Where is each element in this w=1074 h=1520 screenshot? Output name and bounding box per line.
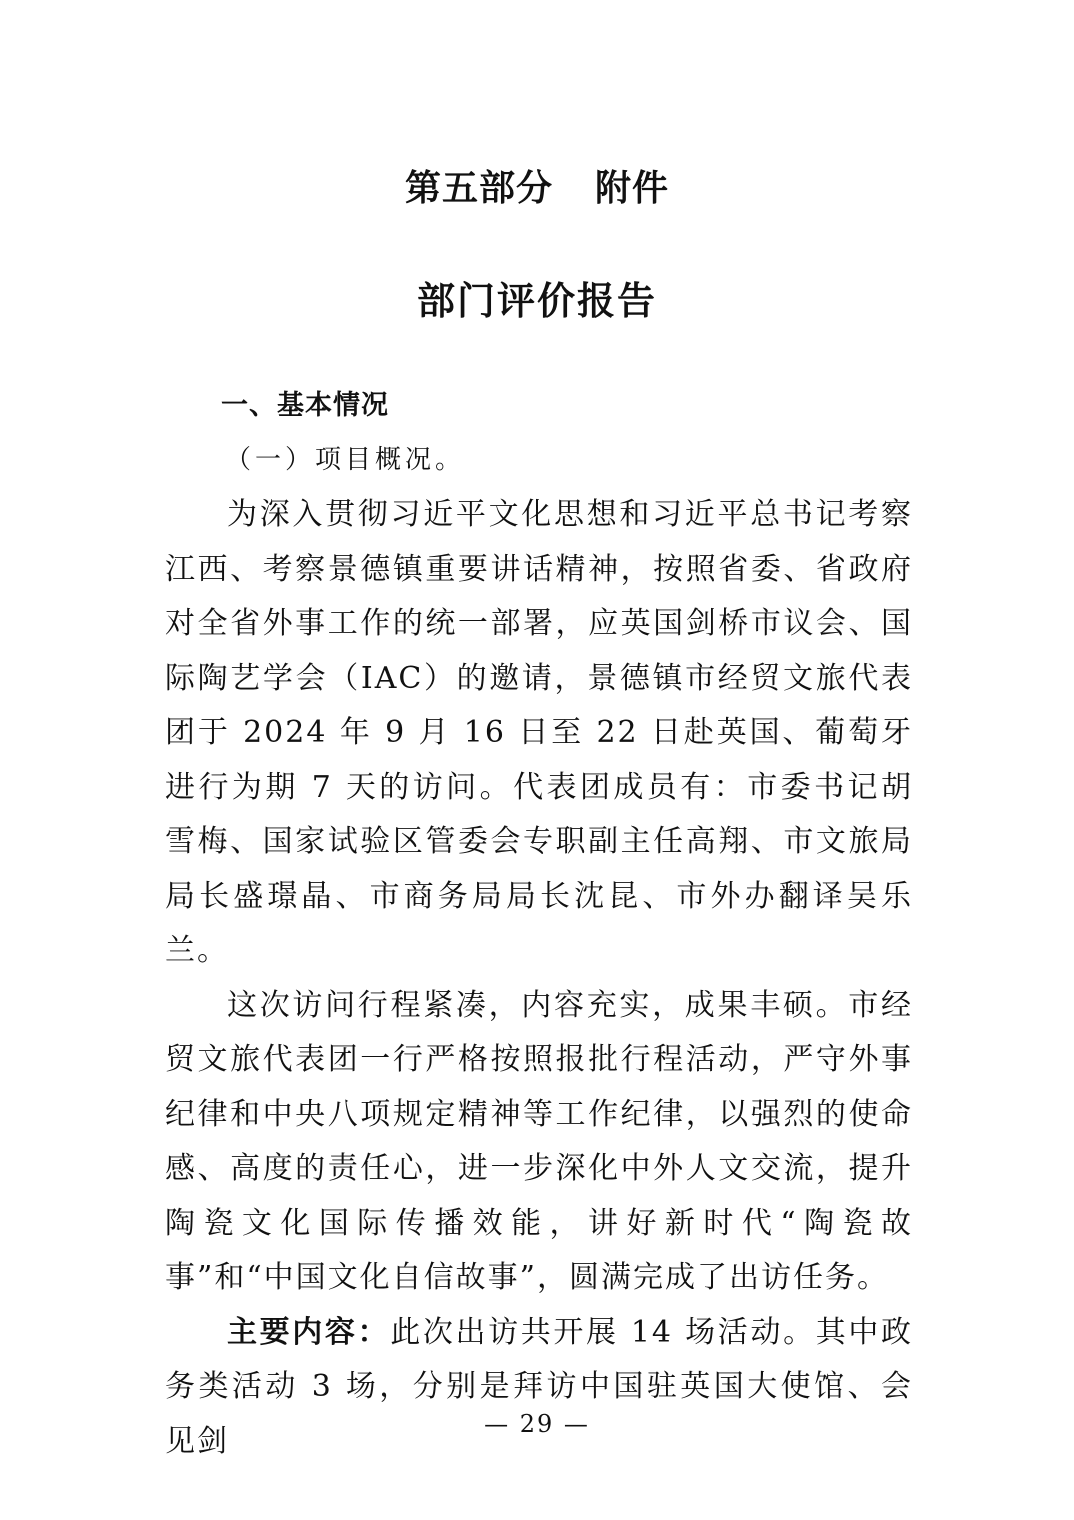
part-title-name: 附件: [595, 168, 670, 209]
page-number: — 29 —: [484, 1410, 590, 1438]
report-title: 部门评价报告: [416, 279, 657, 323]
main-content-text: 此次出访共开展 14 场活动。其中政务类活动 3 场，分别是拜访中国驻英国大使馆、会见剑: [165, 1314, 913, 1459]
paragraph-overview: 为深入贯彻习近平文化思想和习近平总书记考察江西、考察景德镇重要讲话精神，按照省委、省政府对全省外事工作的统一部署，应英国剑桥市议会、国际陶艺学会（IAC）的邀请，景德镇市经贸文旅代表团于 2024 年 9 月 16 日至 22 日赴英国、葡萄牙进行为期 7 天的访问。代表团成员有：市委书记胡雪梅、国家试验区管委会专职副主任高翔、市文旅局局长盛璟晶、市商务局局长沈昆、市外办翻译吴乐兰。: [165, 497, 913, 968]
section-heading: 一、基本情况: [221, 390, 389, 421]
paragraph-summary: 这次访问行程紧凑，内容充实，成果丰硕。市经贸文旅代表团一行严格按照报批行程活动，严守外事纪律和中央八项规定精神等工作纪律，以强烈的使命感、高度的责任心，进一步深化中外人文交流，提升陶瓷文化国际传播效能，讲好新时代“陶瓷故事”和“中国文化自信故事”，圆满完成了出访任务。: [165, 987, 913, 1295]
main-content-label: 主要内容：: [227, 1314, 391, 1350]
section-subheading: （一）项目概况。: [225, 445, 466, 475]
paragraph-main-content: [165, 1306, 913, 1470]
part-title: [0, 160, 1074, 211]
part-title-number: 第五部分: [404, 168, 553, 209]
body-text: [165, 380, 913, 1469]
